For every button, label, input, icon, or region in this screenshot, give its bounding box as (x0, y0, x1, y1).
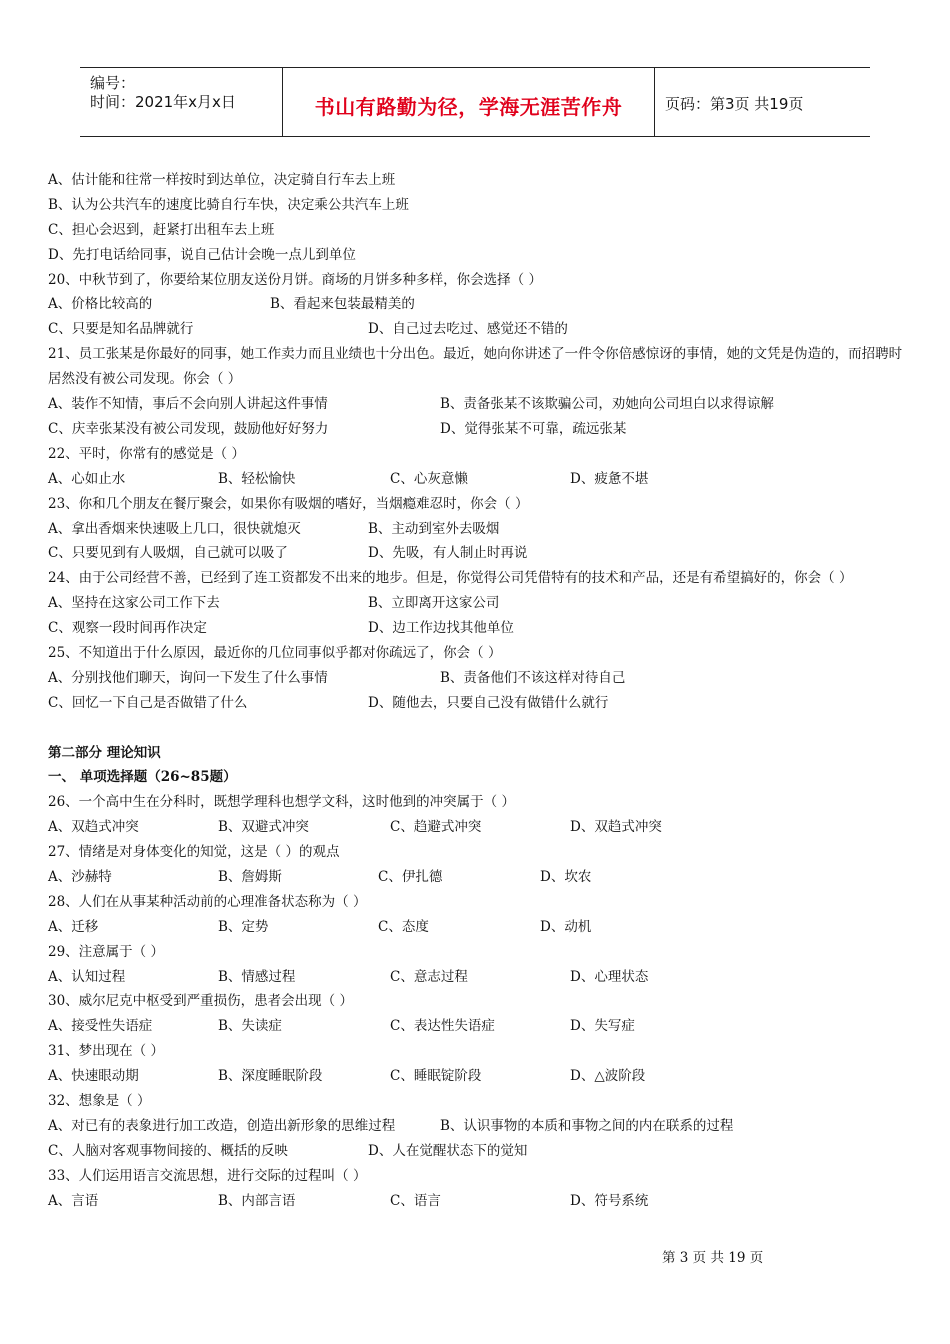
option-c: C、心灰意懒 (390, 470, 468, 487)
option-b: B、情感过程 (218, 968, 296, 985)
option-b: B、詹姆斯 (218, 868, 282, 885)
option-a: A、价格比较高的 (48, 296, 153, 313)
option-c: C、趋避式冲突 (390, 819, 482, 836)
option-a: A、沙赫特 (48, 868, 112, 885)
option-c: C、语言 (390, 1192, 441, 1209)
question-line (48, 168, 908, 193)
option-b: D、觉得张某不可靠，疏远张某 (440, 420, 627, 437)
question-line (48, 989, 908, 1014)
option-c: C、态度 (378, 918, 429, 935)
option-b: B、立即离开这家公司 (368, 595, 500, 612)
option-b: B、双避式冲突 (218, 819, 309, 836)
header-motto: 书山有路勤为径，学海无涯苦作舟 (314, 95, 623, 119)
line-text: A、估计能和往常一样按时到达单位，决定骑自行车去上班 (48, 172, 396, 188)
option-b: B、责备他们不该这样对待自己 (440, 669, 626, 686)
option-b: D、自己过去吃过、感觉还不错的 (368, 321, 568, 338)
option-c: C、意志过程 (390, 968, 468, 985)
document-number-label: 编号： (90, 74, 136, 92)
option-a: A、双趋式冲突 (48, 819, 139, 836)
options-row (48, 915, 908, 940)
option-d: D、疲惫不堪 (570, 470, 649, 487)
section-heading (48, 765, 908, 790)
line-text: 23、你和几个朋友在餐厅聚会，如果你有吸烟的嗜好，当烟瘾难忍时，你会（ ） (48, 495, 529, 512)
options-row (48, 591, 908, 616)
line-text: 31、梦出现在（ ） (48, 1043, 164, 1060)
line-text: 32、想象是（ ） (48, 1093, 151, 1109)
header-meta-cell (80, 68, 283, 136)
option-b: B、内部言语 (218, 1192, 296, 1209)
options-row (48, 541, 908, 566)
option-a: A、坚持在这家公司工作下去 (48, 595, 220, 612)
question-line (48, 790, 908, 815)
option-a: A、快速眼动期 (48, 1068, 139, 1085)
line-text: B、认为公共汽车的速度比骑自行车快，决定乘公共汽车上班 (48, 196, 409, 213)
line-text: 27、情绪是对身体变化的知觉，这是（ ）的观点 (48, 844, 340, 861)
option-a: A、言语 (48, 1192, 99, 1209)
options-row (48, 417, 908, 442)
question-body (48, 168, 908, 1213)
options-row (48, 1064, 908, 1089)
options-row (48, 1189, 908, 1214)
question-line (48, 193, 908, 218)
header-motto-cell (283, 68, 655, 136)
option-a: A、分别找他们聊天，询问一下发生了什么事情 (48, 669, 328, 686)
options-row (48, 1139, 908, 1164)
options-row (48, 1114, 908, 1139)
option-d: D、双趋式冲突 (570, 819, 662, 836)
line-text: 20、中秋节到了，你要给某位朋友送份月饼。商场的月饼多种多样，你会选择（ ） (48, 271, 542, 288)
option-b: B、轻松愉快 (218, 470, 296, 487)
options-row (48, 965, 908, 990)
options-row (48, 517, 908, 542)
options-row (48, 392, 908, 417)
question-line (48, 268, 908, 293)
option-a: A、接受性失语症 (48, 1018, 153, 1035)
options-row (48, 666, 908, 691)
option-b: B、深度睡眠阶段 (218, 1068, 323, 1085)
options-row (48, 467, 908, 492)
option-a: A、装作不知情，事后不会向别人讲起这件事情 (48, 396, 328, 413)
section-heading (48, 741, 908, 766)
option-a: A、迁移 (48, 918, 99, 935)
line-text: 一、 单项选择题（26~85题） (48, 769, 237, 786)
option-b: B、失读症 (218, 1018, 282, 1035)
option-c: C、伊扎德 (378, 868, 443, 885)
page-header (80, 67, 870, 137)
spacer (48, 716, 908, 741)
line-text: 26、一个高中生在分科时，既想学理科也想学文科，这时他到的冲突属于（ ） (48, 794, 515, 811)
option-a: C、只要见到有人吸烟，自己就可以吸了 (48, 545, 288, 562)
options-row (48, 616, 908, 641)
header-page-info: 页码：第3页 共19页 (665, 95, 804, 113)
options-row (48, 317, 908, 342)
option-b: B、认识事物的本质和事物之间的内在联系的过程 (440, 1117, 734, 1134)
line-text: 30、威尔尼克中枢受到严重损伤，患者会出现（ ） (48, 993, 353, 1010)
option-b: B、看起来包装最精美的 (270, 296, 415, 313)
question-line (48, 840, 908, 865)
option-b: B、定势 (218, 918, 269, 935)
line-text: C、担心会迟到，赶紧打出租车去上班 (48, 221, 275, 238)
option-d: D、失写症 (570, 1018, 635, 1035)
question-line (48, 1164, 908, 1189)
option-b: D、边工作边找其他单位 (368, 620, 514, 637)
option-a: C、观察一段时间再作决定 (48, 620, 207, 637)
question-line (48, 641, 908, 666)
option-a: A、拿出香烟来快速吸上几口，很快就熄灭 (48, 520, 301, 537)
option-d: D、△波阶段 (570, 1068, 646, 1085)
line-text: 33、人们运用语言交流思想，进行交际的过程叫（ ） (48, 1167, 367, 1184)
line-text: 28、人们在从事某种活动前的心理准备状态称为（ ） (48, 893, 367, 910)
option-d: D、坎农 (540, 868, 592, 885)
option-b: B、责备张某不该欺骗公司，劝她向公司坦白以求得谅解 (440, 396, 774, 413)
option-b: D、随他去，只要自己没有做错什么就行 (368, 694, 609, 711)
option-a: C、人脑对客观事物间接的、概括的反映 (48, 1142, 288, 1159)
option-b: B、主动到室外去吸烟 (368, 520, 500, 537)
options-row (48, 865, 908, 890)
line-text: 29、注意属于（ ） (48, 943, 164, 960)
line-text: 22、平时，你常有的感觉是（ ） (48, 445, 245, 462)
option-c: C、睡眠锭阶段 (390, 1068, 482, 1085)
question-line (48, 442, 908, 467)
option-d: D、符号系统 (570, 1192, 649, 1209)
option-b: D、先吸，有人制止时再说 (368, 545, 528, 562)
line-text: 25、不知道出于什么原因，最近你的几位同事似乎都对你疏远了，你会（ ） (48, 644, 502, 661)
question-line (48, 1089, 908, 1114)
question-line (48, 1039, 908, 1064)
option-a: A、认知过程 (48, 968, 126, 985)
options-row (48, 815, 908, 840)
option-a: C、只要是知名品牌就行 (48, 321, 194, 338)
line-text: D、先打电话给同事，说自己估计会晚一点儿到单位 (48, 246, 356, 263)
question-line (48, 890, 908, 915)
line-text: 第二部分 理论知识 (48, 744, 161, 761)
page-footer: 第 3 页 共 19 页 (662, 1250, 764, 1266)
option-c: C、表达性失语症 (390, 1018, 495, 1035)
document-date: 时间：2021年x月x日 (90, 93, 236, 111)
options-row (48, 1014, 908, 1039)
options-row (48, 292, 908, 317)
option-a: A、对已有的表象进行加工改造，创造出新形象的思维过程 (48, 1117, 396, 1134)
question-line (48, 940, 908, 965)
option-a: C、庆幸张某没有被公司发现，鼓励他好好努力 (48, 420, 329, 437)
question-line (48, 243, 908, 268)
question-line (48, 492, 908, 517)
question-text: 24、由于公司经营不善，已经到了连工资都发不出来的地步。但是，你觉得公司凭借特有的技术和产品，还是有希望搞好的，你会（ ） (48, 570, 853, 587)
option-d: D、心理状态 (570, 968, 649, 985)
question-text: 21、员工张某是你最好的同事，她工作卖力而且业绩也十分出色。最近，她向你讲述了一件令你倍感惊讶的事情，她的文凭是伪造的，而招聘时居然没有被公司发现。你会（ ） (48, 346, 903, 388)
header-page-cell (655, 68, 870, 136)
option-a: C、回忆一下自己是否做错了什么 (48, 694, 248, 711)
option-d: D、动机 (540, 918, 592, 935)
option-b: D、人在觉醒状态下的觉知 (368, 1142, 528, 1159)
options-row (48, 691, 908, 716)
option-a: A、心如止水 (48, 470, 126, 487)
question-line (48, 218, 908, 243)
